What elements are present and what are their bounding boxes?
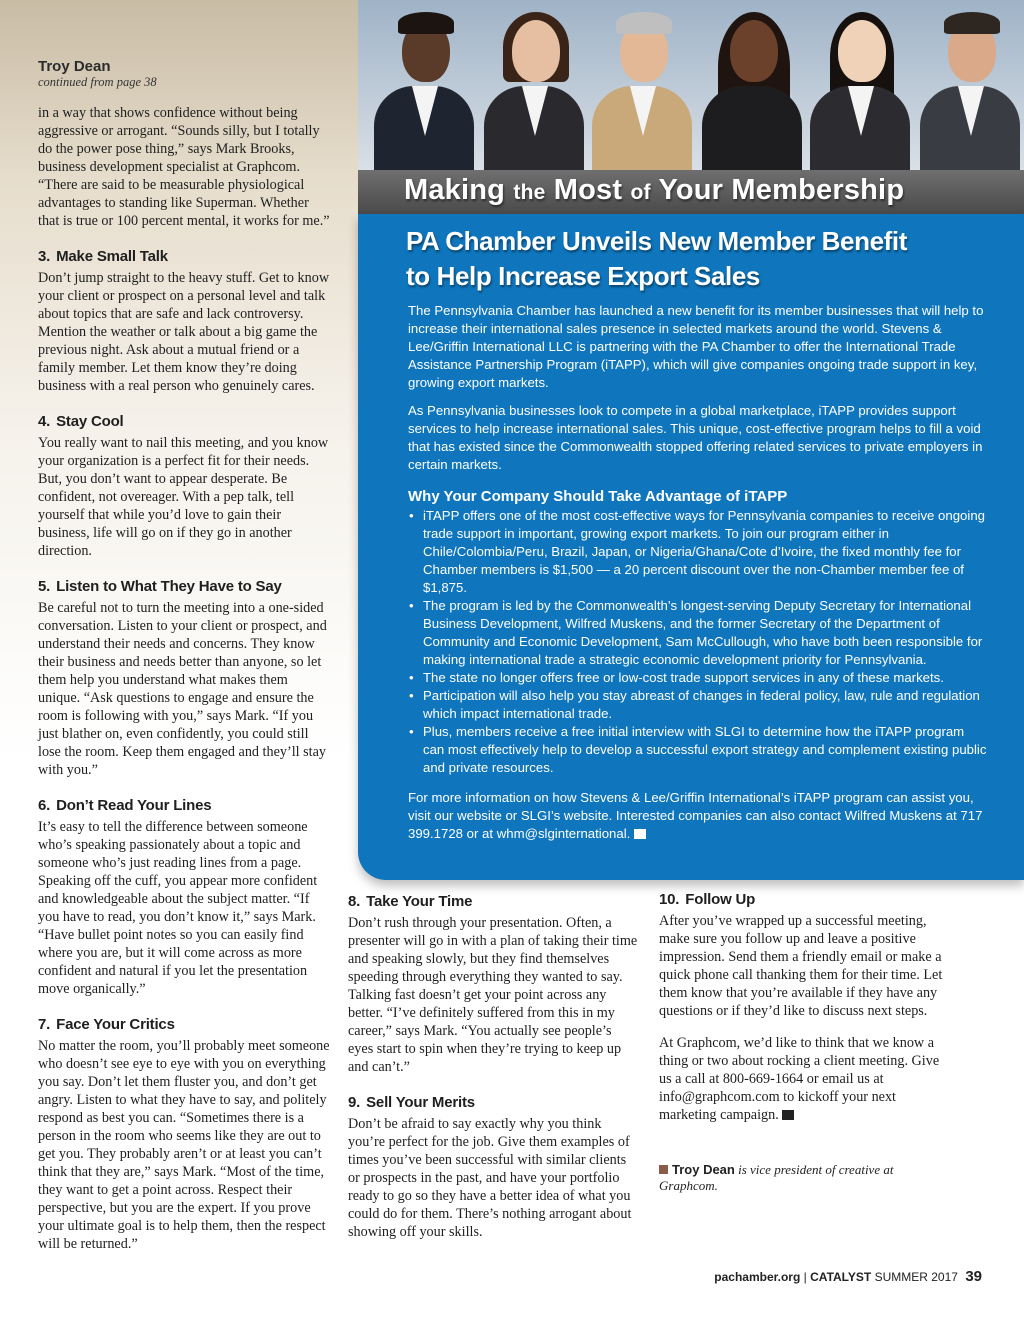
section-number: 8. [348, 893, 361, 910]
person-figure [368, 0, 480, 170]
intro-paragraph: in a way that shows confidence without being aggressive or arrogant. “Sounds silly, but I totally do the power pose thing,” says Mark Brooks, business development specialist at Graphcom. “There are said to be measurable physiological advantages to standing like Superman. Whether that is true or 100 percent mental, it works for me.” [38, 105, 330, 229]
section-text: Don’t be afraid to say exactly why you think you’re perfect for the job. Give them examples of times you’ve been successful with similar clients or prospects in the past, and have your portfolio ready to go so they have a better idea of what you could do for them. There’s nothing arrogant about showing off your skills. [348, 1116, 632, 1240]
section-number: 4. [38, 413, 51, 430]
person-figure [478, 0, 590, 170]
section-make-small-talk [38, 248, 332, 395]
page-footer [714, 1268, 982, 1285]
section-heading [348, 1094, 638, 1111]
section-heading [38, 797, 332, 814]
section-listen [38, 578, 332, 779]
section-sell-merits [348, 1094, 638, 1241]
closing-text: For more information on how Stevens & Lee/Griffin International’s iTAPP program can assist you, visit our website or SLGI’s website. Interested companies can also contact Wilfred Muskens at 717 399.1728 or at whm@slginternational. [408, 790, 983, 841]
person-figure [696, 0, 808, 170]
section-heading [659, 891, 949, 908]
section-text: Be careful not to turn the meeting into a one-sided conversation. Listen to your client or prospect, and understand their needs and concerns. They know their business and needs better than anyone, so let them help you understand what makes them unique. “Ask questions to engage and ensure the room is following with you,” says Mark. “If you just blather on, even confidently, you could still lose the room. Keep them engaged and they’ll stay with you.” [38, 600, 327, 778]
membership-title [404, 174, 904, 207]
bio-name: Troy Dean [672, 1162, 735, 1177]
list-item: • Participation will also help you stay abreast of changes in federal policy, law, rule and regulation which impact international trade. [408, 687, 988, 723]
title-word: Your Membership [658, 174, 905, 206]
section-heading [38, 413, 332, 430]
section-text: You really want to nail this meeting, and you know your organization is a perfect fit for their needs. But, you don’t want to appear desperate. Be confident, not overeager. With a pep talk, tell yourself that while you’d love to gain their business, life will go on if they go in another direction. [38, 435, 329, 559]
footer-issue: SUMMER 2017 [874, 1270, 958, 1284]
bio-square-icon [659, 1165, 668, 1174]
bio-text: is vice president of creative at Graphcom. [659, 1162, 894, 1193]
professionals-photo [358, 0, 1024, 170]
membership-title-band [358, 170, 1024, 214]
end-mark-icon [634, 829, 646, 839]
section-number: 6. [38, 797, 51, 814]
list-item: • The program is led by the Commonwealth’s longest-serving Deputy Secretary for International Business Development, Wilfred Muskens, and the former Secretary of the Department of Community and Economic Development, Sam McCullough, who have both been responsible for making international trade a strategic economic development priority for Pennsylvania. [408, 597, 988, 669]
section-title: Follow Up [685, 891, 756, 908]
benefit-list [408, 507, 988, 777]
section-text: No matter the room, you’ll probably meet someone who doesn’t see eye to eye with you on everything you say. Don’t let them fluster you, and don’t get angry. Listen to what they have to say, and politely respond as best you can. “Sometimes there is a person in the room who seems like they are out to get you. They probably aren’t or at least you can’t think that they are,” says Mark. “Most of the time, they want to get a point across. Respect their perspective, but you are the expert. If you prove your ultimate goal is to help them, then the respect will be returned.” [38, 1038, 330, 1252]
footer-publication: CATALYST [810, 1270, 872, 1284]
middle-column [348, 893, 638, 1241]
end-mark-icon [782, 1110, 794, 1120]
byline-author: Troy Dean [38, 58, 111, 75]
list-item: • iTAPP offers one of the most cost-effective ways for Pennsylvania companies to receive ongoing trade support in important, growing export markets. To join our program either in Chile/Colombia/Peru, Brazil, Japan, or Nigeria/Ghana/Cote d’Ivoire, the fixed monthly fee for Chamber members is $1,500 — a 20 percent discount over the non-Chamber member fee of $1,875. [408, 507, 988, 597]
headline-line: to Help Increase Export Sales [406, 261, 760, 291]
title-word: of [630, 181, 651, 204]
footer-domain: pachamber.org [714, 1270, 801, 1284]
section-number: 10. [659, 891, 680, 908]
author-bio [659, 1162, 949, 1194]
list-item: • The state no longer offers free or low-cost trade support services in any of these markets. [408, 669, 988, 687]
section-number: 7. [38, 1016, 51, 1033]
section-heading [38, 578, 332, 595]
article-paragraph: As Pennsylvania businesses look to compete in a global marketplace, iTAPP provides support services to help increase international sales. This unique, cost-effective program helps to fill a void that has existed since the Commonwealth stopped offering related services to private employers in certain markets. [408, 403, 983, 472]
left-column [38, 58, 332, 1253]
section-heading [348, 893, 638, 910]
section-title: Sell Your Merits [366, 1094, 475, 1111]
article-paragraph: The Pennsylvania Chamber has launched a new benefit for its member businesses that will help to increase their international sales presence in selected markets around the world. Stevens & Lee/Griffin International LLC is partnering with the PA Chamber to offer the International Trade Assistance Partnership Program (iTAPP), which will give companies ongoing trade support in key, growing export markets. [408, 303, 984, 390]
section-take-your-time [348, 893, 638, 1076]
title-word: Making [404, 174, 506, 206]
person-figure [914, 0, 1024, 170]
section-heading [38, 248, 332, 265]
headline-line: PA Chamber Unveils New Member Benefit [406, 226, 907, 256]
section-stay-cool [38, 413, 332, 560]
graphcom-paragraph [659, 1034, 949, 1124]
section-title: Stay Cool [56, 413, 124, 430]
title-word: Most [553, 174, 623, 206]
continued-note: continued from page 38 [38, 75, 157, 89]
section-title: Don’t Read Your Lines [56, 797, 212, 814]
section-title: Face Your Critics [56, 1016, 175, 1033]
section-heading [38, 1016, 332, 1033]
person-figure [586, 0, 698, 170]
section-number: 3. [38, 248, 51, 265]
article-subheading: Why Your Company Should Take Advantage of iTAPP [408, 488, 788, 505]
article-body [408, 302, 988, 853]
itapp-article-panel [358, 214, 1024, 880]
section-text: Don’t jump straight to the heavy stuff. Get to know your client or prospect on a personal level and talk about topics that are safe and lack controversy. Mention the weather or talk about a big game the previous night. Ask about a mutual friend or a family member. Let them know they’re doing business with a real person who genuinely cares. [38, 270, 330, 394]
page-number: 39 [965, 1268, 982, 1285]
right-column [659, 891, 949, 1194]
article-headline [406, 224, 1006, 294]
closing-paragraph [408, 789, 988, 843]
section-number: 9. [348, 1094, 361, 1111]
footer-separator: | [803, 1270, 807, 1284]
section-text: After you’ve wrapped up a successful meeting, make sure you follow up and leave a positive impression. Send them a friendly email or make a quick phone call thanking them for their time. Let them know that you’re available if they have any questions or if they’d like to discuss next steps. [659, 913, 943, 1019]
section-title: Take Your Time [366, 893, 473, 910]
section-text: It’s easy to tell the difference between someone who’s speaking passionately about a topic and someone who’s just reading lines from a page. Speaking off the cuff, you appear more confident and knowledgeable about the subject matter. “If you have to read, you don’t know it,” says Mark. “Have bullet point notes so you can easily find where you are, but it will come across as more confident and natural if you let the presentation move organically.” [38, 819, 318, 997]
section-text: Don’t rush through your presentation. Often, a presenter will go in with a plan of taking their time and speaking slowly, but they find themselves speeding through everything they wanted to say. Talking fast doesn’t get your point across any better. “I’ve definitely suffered from this in my career,” says Mark. “You actually see people’s eyes start to spin when they’re trying to keep up and can’t.” [348, 915, 638, 1075]
section-face-critics [38, 1016, 332, 1253]
section-dont-read-lines [38, 797, 332, 998]
section-title: Listen to What They Have to Say [56, 578, 282, 595]
list-item: • Plus, members receive a free initial interview with SLGI to determine how the iTAPP program can most effectively help to develop a successful export strategy and complement existing public and private resources. [408, 723, 988, 777]
title-word: the [513, 181, 546, 204]
graphcom-text: At Graphcom, we’d like to think that we know a thing or two about rocking a client meeting. Give us a call at 800-669-1664 or email us at info@graphcom.com to kickoff your next marketing campaign. [659, 1035, 940, 1123]
person-figure [804, 0, 916, 170]
section-title: Make Small Talk [56, 248, 168, 265]
section-number: 5. [38, 578, 51, 595]
